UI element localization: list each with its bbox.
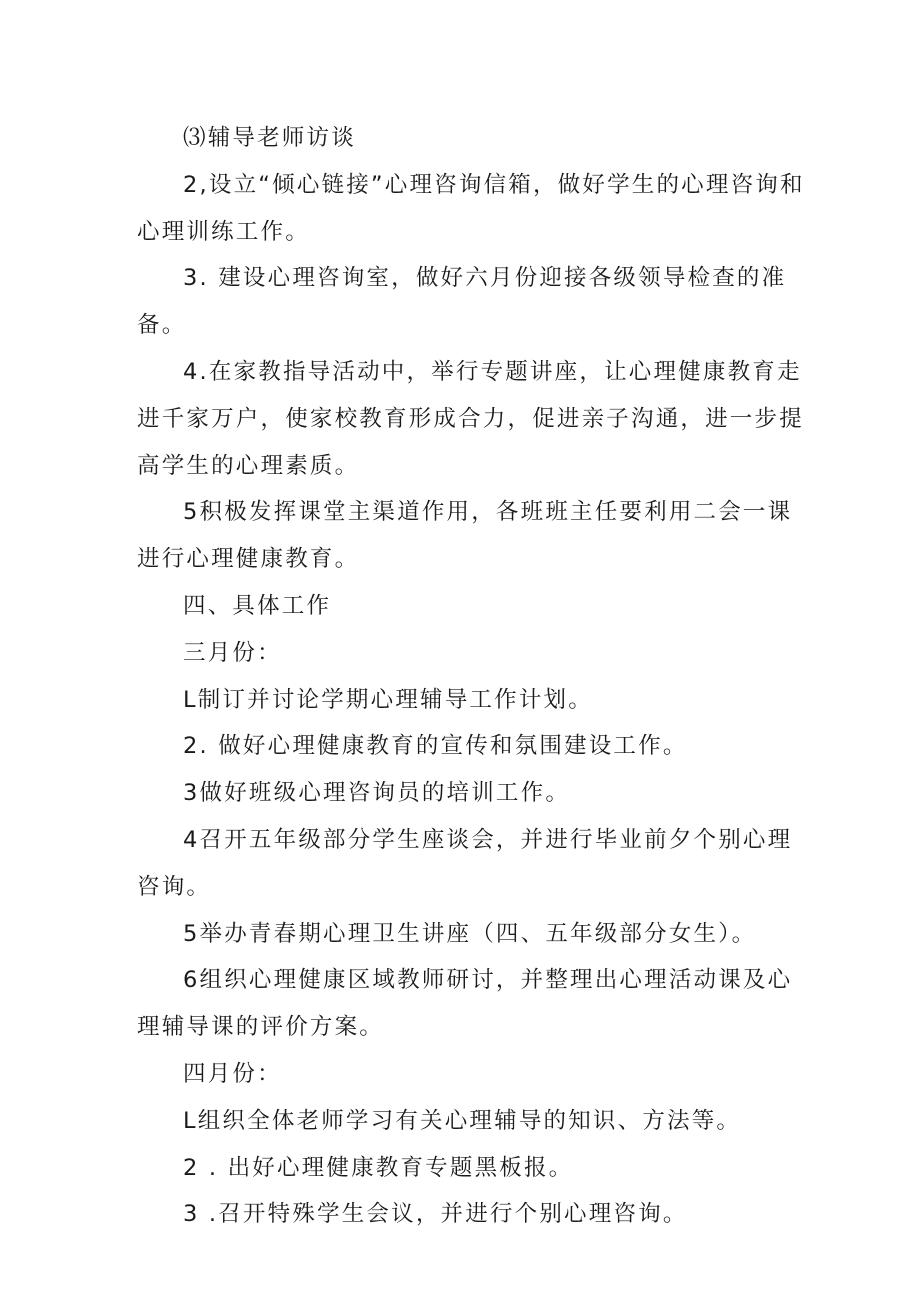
paragraph-family-education: 4.在家教指导活动中，举行专题讲座，让心理健康教育走进千家万户，使家校教育形成合力，促进亲子沟通，进一步提高学生的心理素质。	[137, 358, 804, 479]
document-body	[137, 115, 817, 1238]
month-heading-april: 四月份：	[183, 1060, 282, 1087]
paragraph-classroom-channel: 5积极发挥课堂主渠道作用，各班班主任要利用二会一课进行心理健康教育。	[137, 499, 793, 573]
paragraph-counselor-interview: ⑶辅导老师访谈	[183, 125, 356, 151]
march-item-4: 4召开五年级部分学生座谈会，并进行毕业前夕个别心理咨询。	[137, 826, 793, 900]
march-item-2: 2. 做好心理健康教育的宣传和氛围建设工作。	[183, 733, 688, 760]
april-item-2: 2 . 出好心理健康教育专题黑板报。	[183, 1154, 574, 1181]
march-item-1: L制订并讨论学期心理辅导工作计划。	[183, 686, 593, 713]
march-item-5: 5举办青春期心理卫生讲座（四、五年级部分女生）。	[183, 920, 757, 947]
april-item-1: L组织全体老师学习有关心理辅导的知识、方法等。	[183, 1107, 742, 1134]
april-item-3: 3 .召开特殊学生会议，并进行个别心理咨询。	[183, 1201, 688, 1228]
paragraph-mailbox: 2,设立“倾心链接”心理咨询信箱，做好学生的心理咨询和心理训练工作。	[137, 171, 805, 245]
section-heading-specific-work: 四、具体工作	[183, 592, 332, 619]
month-heading-march: 三月份：	[183, 639, 282, 666]
march-item-3: 3做好班级心理咨询员的培训工作。	[183, 780, 571, 807]
march-item-6: 6组织心理健康区域教师研讨，并整理出心理活动课及心理辅导课的评价方案。	[137, 967, 793, 1041]
paragraph-counseling-room: 3. 建设心理咨询室，做好六月份迎接各级领导检查的准备。	[137, 265, 787, 339]
